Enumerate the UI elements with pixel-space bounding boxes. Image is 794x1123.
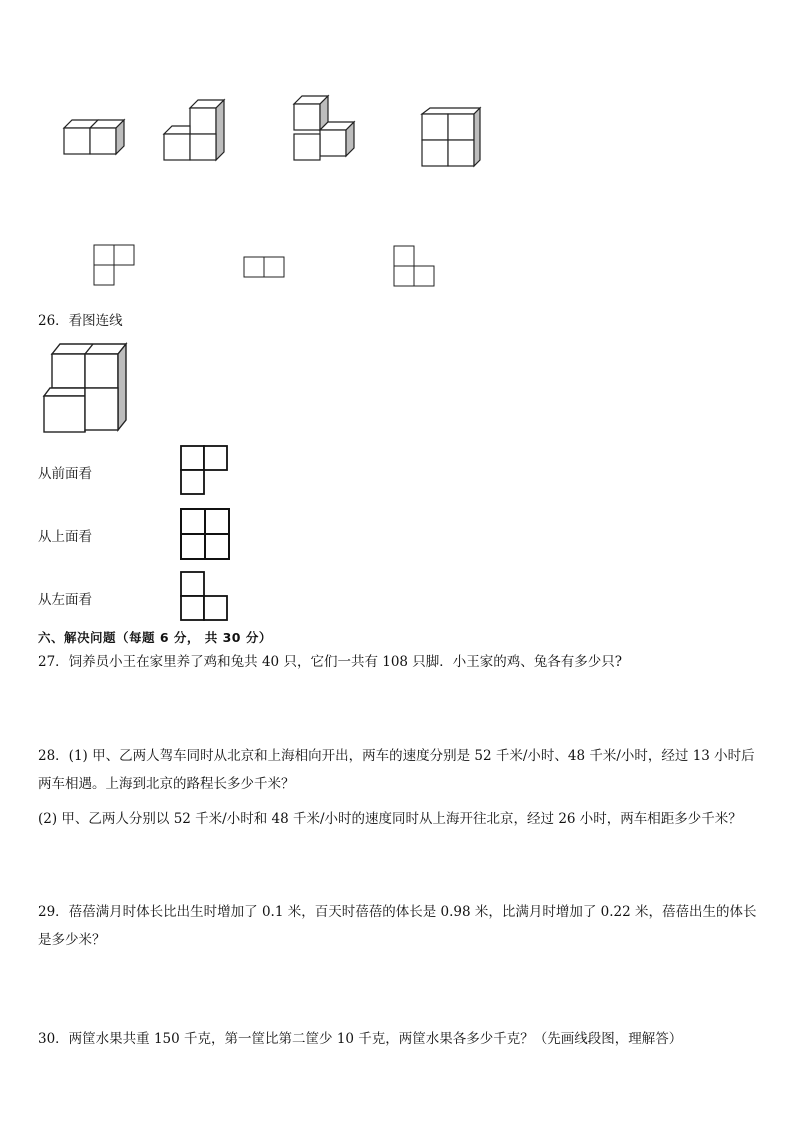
section-heading: 六、解决问题（每题 6 分， 共 30 分）: [38, 630, 272, 645]
cube-solid-2: [160, 96, 230, 162]
question-30: 30．两筐水果共重 150 千克，第一筐比第二筐少 10 千克，两筐水果各多少千克？（先画线段图，理解答）: [38, 1031, 683, 1047]
cube-solid-4: [418, 104, 488, 170]
question-29: 29．蓓蓓满月时体长比出生时增加了 0.1 米，百天时蓓蓓的体长是 0.98 米，比满月时增加了 0.22 米，蓓蓓出生的体长是多少米？: [38, 904, 757, 948]
front-view-shape: [179, 444, 229, 496]
view-label-left: 从左面看: [38, 592, 92, 608]
cube-solid-3: [288, 92, 368, 166]
view-label-top: 从上面看: [38, 529, 92, 545]
q26-title: 26．看图连线: [38, 313, 123, 329]
question-28-part-1: 28．(1) 甲、乙两人驾车同时从北京和上海相向开出，两车的速度分别是 52 千米/小时、48 千米/小时，经过 13 小时后两车相遇。上海到北京的路程长多少千米？: [38, 748, 755, 792]
top-view-shape: [179, 507, 231, 561]
view-label-front: 从前面看: [38, 466, 92, 482]
cube-solid-1: [60, 112, 130, 162]
q26-solid: [38, 340, 134, 436]
view-shape-1: [93, 244, 137, 288]
view-shape-3: [393, 245, 437, 289]
question-28-part-2: (2) 甲、乙两人分别以 52 千米/小时和 48 千米/小时的速度同时从上海开往北京，经过 26 小时，两车相距多少千米？: [38, 811, 742, 827]
left-view-shape: [179, 570, 229, 622]
view-shape-2: [243, 256, 287, 278]
question-27: 27．饲养员小王在家里养了鸡和兔共 40 只，它们一共有 108 只脚．小王家的鸡、兔各有多少只?: [38, 654, 623, 670]
